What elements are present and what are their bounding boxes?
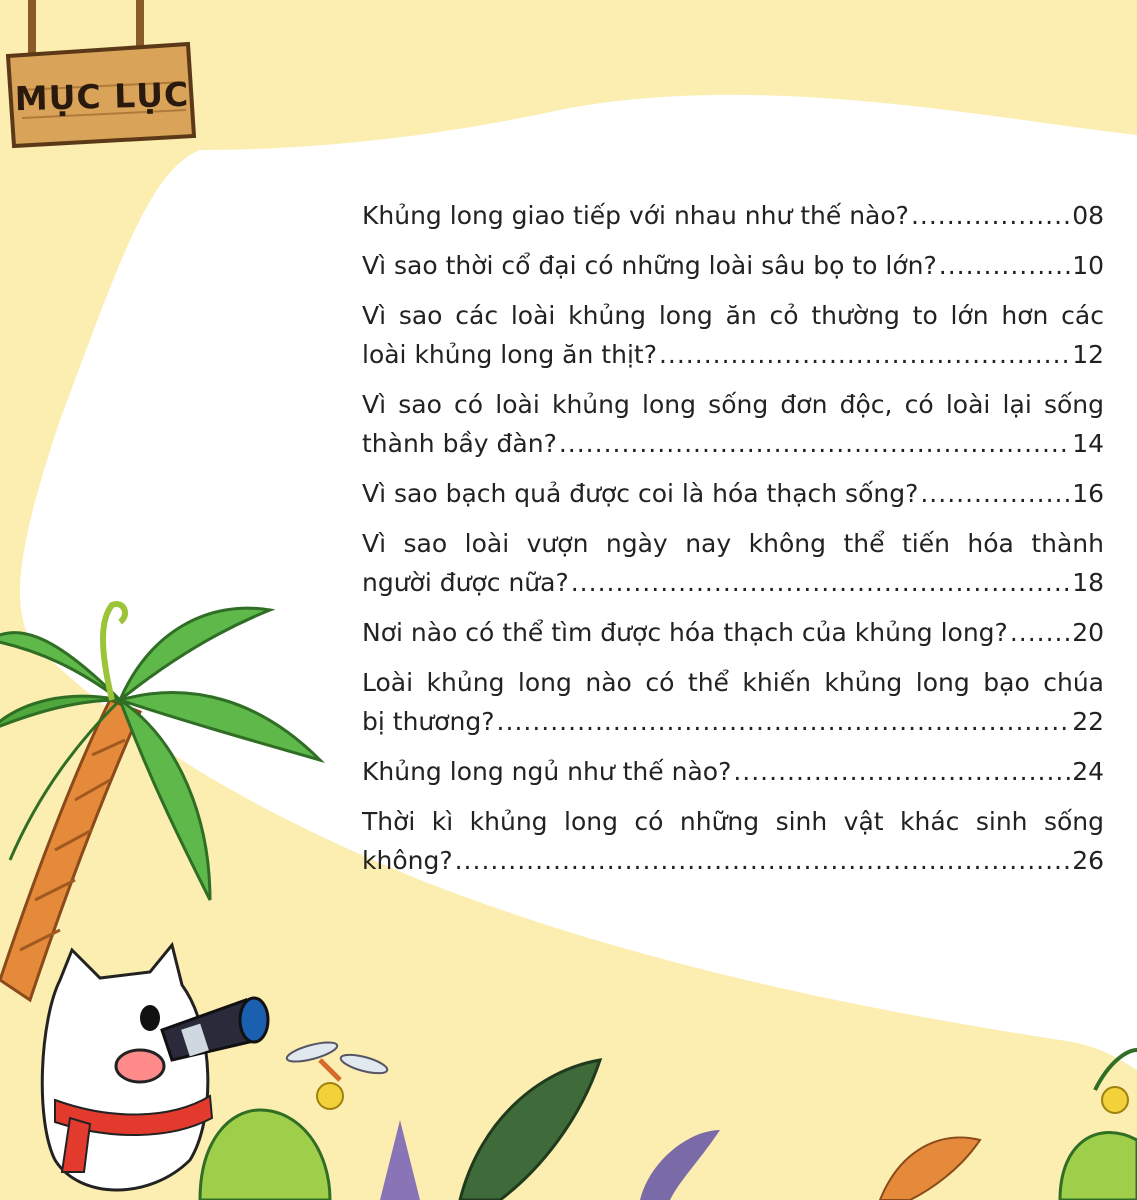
dragonfly-icon bbox=[285, 1039, 389, 1080]
table-of-contents bbox=[362, 196, 1104, 891]
dot-leader bbox=[733, 752, 1070, 791]
toc-page-number: 20 bbox=[1072, 618, 1104, 647]
toc-entry-last-line bbox=[362, 424, 1104, 463]
toc-entry-title-line: Loài khủng long nào có thể khiến khủng long bạo chúa bbox=[362, 668, 1104, 697]
toc-entry[interactable] bbox=[362, 474, 1104, 513]
toc-entry-title-line: Vì sao các loài khủng long ăn cỏ thường to lớn hơn các bbox=[362, 301, 1104, 330]
toc-entry-last-line bbox=[362, 702, 1104, 741]
toc-entry-title: Khủng long ngủ như thế nào? bbox=[362, 757, 732, 786]
toc-entry-title: không? bbox=[362, 846, 453, 875]
toc-entry-last-line bbox=[362, 613, 1104, 652]
toc-entry[interactable] bbox=[362, 524, 1104, 602]
dot-leader bbox=[559, 424, 1070, 463]
dot-leader bbox=[911, 196, 1070, 235]
toc-page-number: 22 bbox=[1072, 707, 1104, 736]
toc-entry-title: loài khủng long ăn thịt? bbox=[362, 340, 657, 369]
toc-entry-title: thành bầy đàn? bbox=[362, 429, 557, 458]
toc-entry-title-line: Vì sao có loài khủng long sống đơn độc, có loài lại sống bbox=[362, 390, 1104, 419]
dot-leader bbox=[455, 841, 1071, 880]
toc-page-number: 18 bbox=[1072, 568, 1104, 597]
toc-page-number: 08 bbox=[1072, 201, 1104, 230]
toc-page-number: 10 bbox=[1072, 251, 1104, 280]
page-title: MỤC LỤC bbox=[14, 74, 190, 118]
toc-entry-last-line bbox=[362, 196, 1104, 235]
toc-page-number: 12 bbox=[1072, 340, 1104, 369]
dot-leader bbox=[939, 246, 1070, 285]
dot-leader bbox=[571, 563, 1070, 602]
toc-entry[interactable] bbox=[362, 663, 1104, 741]
toc-page-number: 16 bbox=[1072, 479, 1104, 508]
toc-entry-last-line bbox=[362, 474, 1104, 513]
dot-leader bbox=[920, 474, 1070, 513]
toc-page-number: 26 bbox=[1072, 846, 1104, 875]
toc-entry-title: Vì sao thời cổ đại có những loài sâu bọ to lớn? bbox=[362, 251, 937, 280]
toc-entry[interactable] bbox=[362, 752, 1104, 791]
toc-entry-last-line bbox=[362, 841, 1104, 880]
toc-entry-title-line: Thời kì khủng long có những sinh vật khác sinh sống bbox=[362, 807, 1104, 836]
toc-entry-last-line bbox=[362, 335, 1104, 374]
dot-leader bbox=[497, 702, 1071, 741]
cat-mascot-icon bbox=[42, 945, 212, 1190]
toc-entry-last-line bbox=[362, 563, 1104, 602]
toc-page-number: 14 bbox=[1072, 429, 1104, 458]
toc-entry[interactable] bbox=[362, 613, 1104, 652]
toc-page-number: 24 bbox=[1072, 757, 1104, 786]
dot-leader bbox=[1010, 613, 1070, 652]
toc-entry[interactable] bbox=[362, 296, 1104, 374]
toc-entry-last-line bbox=[362, 752, 1104, 791]
toc-entry-title: người được nữa? bbox=[362, 568, 569, 597]
toc-entry-title: Vì sao bạch quả được coi là hóa thạch sống? bbox=[362, 479, 919, 508]
dot-leader bbox=[659, 335, 1070, 374]
toc-entry-title: Nơi nào có thể tìm được hóa thạch của khủng long? bbox=[362, 618, 1008, 647]
toc-entry-last-line bbox=[362, 246, 1104, 285]
plant-icon bbox=[200, 1050, 1137, 1200]
toc-entry-title-line: Vì sao loài vượn ngày nay không thể tiến hóa thành bbox=[362, 529, 1104, 558]
toc-entry-title: Khủng long giao tiếp với nhau như thế nào? bbox=[362, 201, 909, 230]
toc-entry[interactable] bbox=[362, 802, 1104, 880]
toc-entry[interactable] bbox=[362, 385, 1104, 463]
toc-entry[interactable] bbox=[362, 246, 1104, 285]
toc-entry[interactable] bbox=[362, 196, 1104, 235]
toc-entry-title: bị thương? bbox=[362, 707, 495, 736]
